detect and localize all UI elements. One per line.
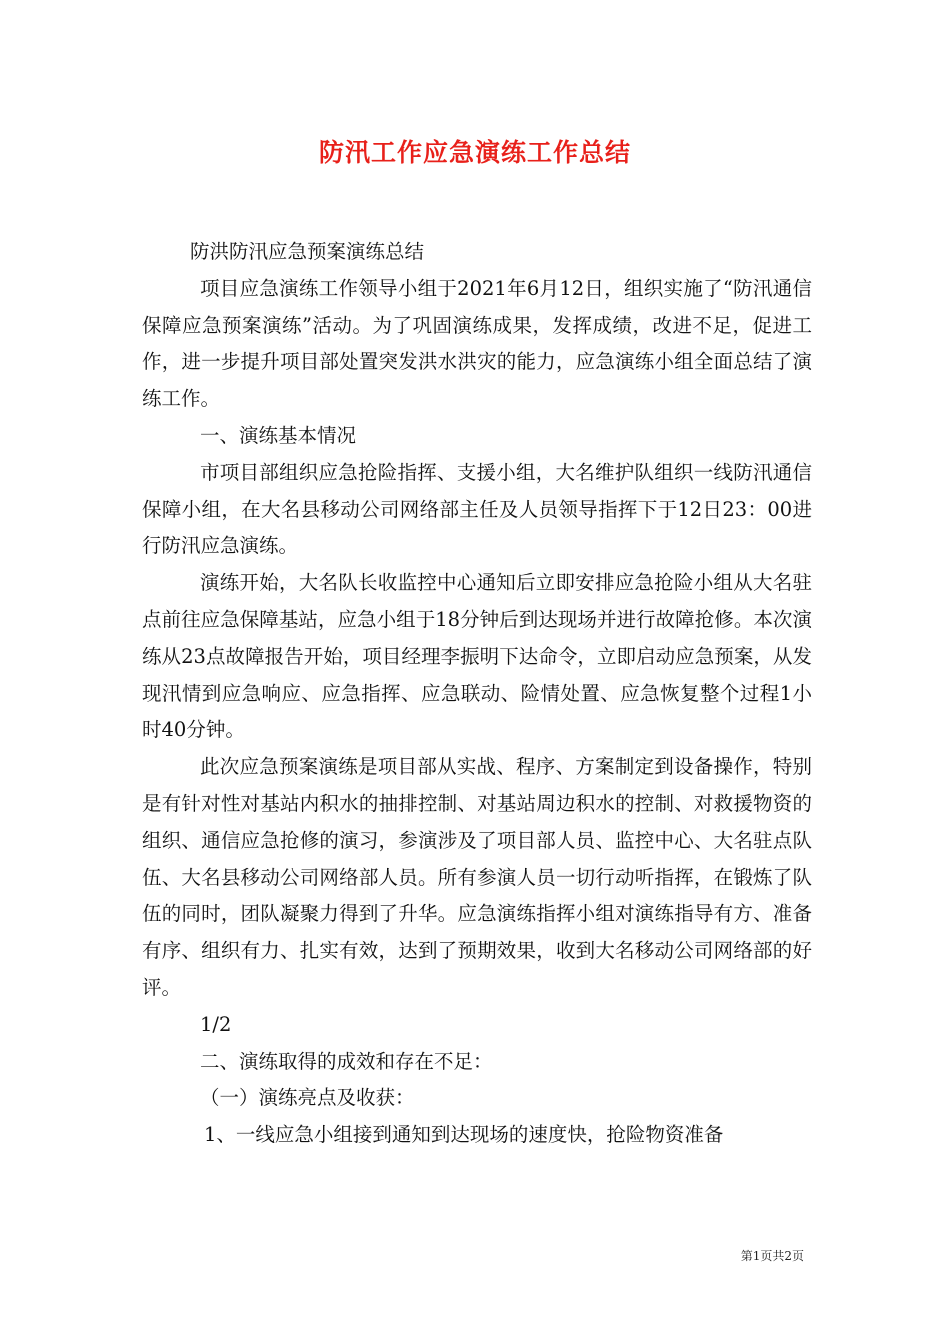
- paragraph-intro: 项目应急演练工作领导小组于2021年6月12日，组织实施了“防汛通信保障应急预案演练”活动。为了巩固演练成果，发挥成绩，改进不足，促进工作，进一步提升项目部处置突发洪水洪灾的能力，应急演练小组全面总结了演练工作。: [142, 276, 812, 411]
- page-marker: 1/2: [200, 1012, 232, 1036]
- paragraph-basic-info: 市项目部组织应急抢险指挥、支援小组，大名维护队组织一线防汛通信保障小组，在大名县移动公司网络部主任及人员领导指挥下于12日23：00进行防汛应急演练。: [142, 460, 812, 558]
- section-heading-1: 一、演练基本情况: [200, 423, 357, 447]
- document-body: [142, 234, 812, 1154]
- section-heading-2: 二、演练取得的成效和存在不足：: [200, 1049, 493, 1073]
- page-number-footer: 第1页共2页: [740, 1249, 804, 1263]
- subsection-heading-1: （一）演练亮点及收获：: [200, 1086, 415, 1110]
- paragraph-subtitle: 防洪防汛应急预案演练总结: [190, 240, 425, 263]
- document-title: 防汛工作应急演练工作总结: [318, 138, 631, 167]
- list-item-1: 1、一线应急小组接到通知到达现场的速度快，抢险物资准备: [204, 1123, 724, 1147]
- paragraph-drill-summary: 此次应急预案演练是项目部从实战、程序、方案制定到设备操作，特别是有针对性对基站内积水的抽排控制、对基站周边积水的控制、对救援物资的组织、通信应急抢修的演习，参演涉及了项目部人员、监控中心、大名驻点队伍、大名县移动公司网络部人员。所有参演人员一切行动听指挥，在锻炼了队伍的同时，团队凝聚力得到了升华。应急演练指挥小组对演练指导有方、准备有序、组织有力、扎实有效，达到了预期效果，收到大名移动公司网络部的好评。: [142, 755, 812, 999]
- paragraph-drill-start: 演练开始，大名队长收监控中心通知后立即安排应急抢险小组从大名驻点前往应急保障基站，应急小组于18分钟后到达现场并进行故障抢修。本次演练从23点故障报告开始，项目经理李振明下达命令，立即启动应急预案，从发现汛情到应急响应、应急指挥、应急联动、险情处置、应急恢复整个过程1小时40分钟。: [142, 571, 812, 742]
